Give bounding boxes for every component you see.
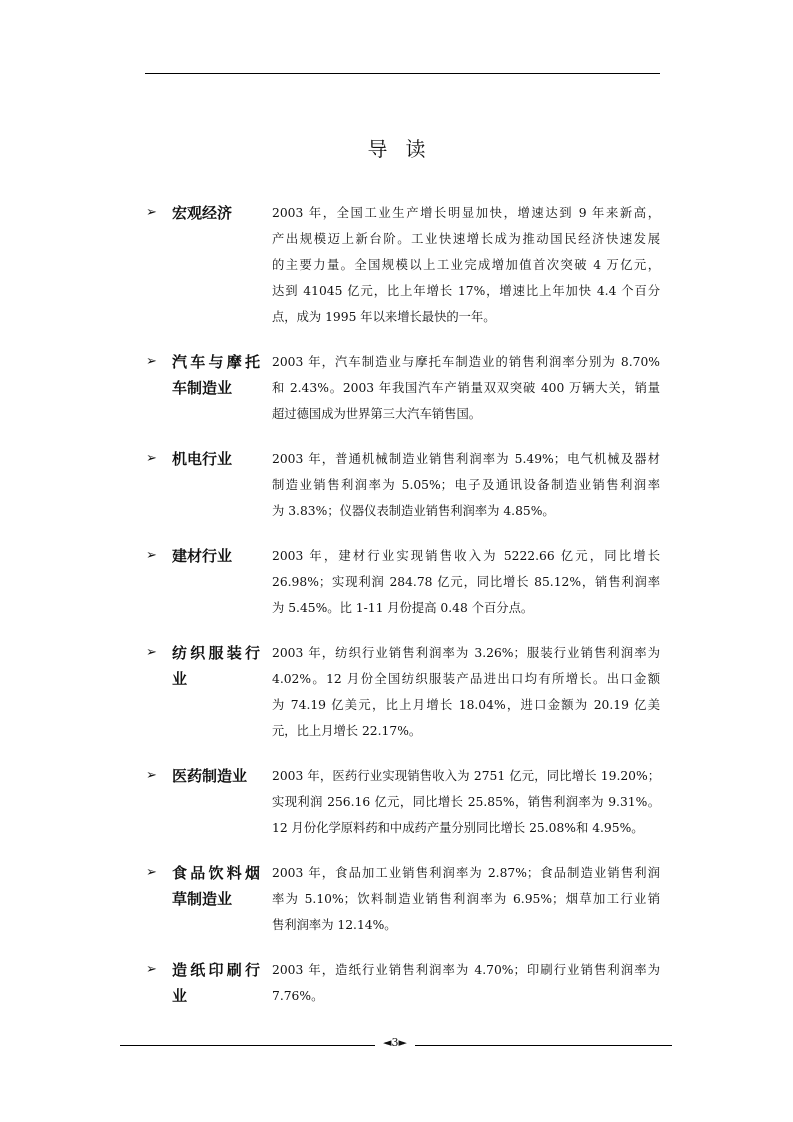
item-body bbox=[272, 349, 660, 427]
item-heading bbox=[172, 446, 272, 524]
item-body bbox=[272, 200, 660, 330]
body-line: 2003 年，纺织行业销售利润率为 3.26%；服装行业销售利润率为 bbox=[272, 646, 660, 660]
body-line: 2003 年，医药行业实现销售收入为 2751 亿元，同比增长 19.20%； bbox=[272, 769, 660, 783]
body-line: 产出规模迈上新台阶。工业快速增长成为推动国民经济快速发展 bbox=[272, 232, 660, 246]
summary-item bbox=[140, 446, 662, 524]
arrow-bullet-icon: ➢ bbox=[146, 451, 157, 466]
summary-item bbox=[140, 543, 662, 621]
item-heading bbox=[172, 957, 272, 1009]
arrow-bullet-icon: ➢ bbox=[146, 962, 157, 977]
summary-item bbox=[140, 349, 662, 427]
body-line: 售利润率为 12.14%。 bbox=[272, 918, 397, 932]
body-line: 2003 年，全国工业生产增长明显加快，增速达到 9 年来新高， bbox=[272, 206, 660, 220]
body-line: 26.98%；实现利润 284.78 亿元，同比增长 85.12%，销售利润率 bbox=[272, 575, 660, 589]
arrow-bullet-icon: ➢ bbox=[146, 768, 157, 783]
summary-item bbox=[140, 957, 662, 1009]
body-line: 的主要力量。全国规模以上工业完成增加值首次突破 4 万亿元， bbox=[272, 258, 660, 272]
arrow-bullet-icon: ➢ bbox=[146, 548, 157, 563]
heading-line: 建材行业 bbox=[172, 547, 233, 565]
body-line: 达到 41045 亿元，比上年增长 17%，增速比上年加快 4.4 个百分 bbox=[272, 284, 660, 298]
summary-item bbox=[140, 860, 662, 938]
body-line: 为 5.45%。比 1-11 月份提高 0.48 个百分点。 bbox=[272, 601, 534, 615]
item-heading bbox=[172, 763, 272, 841]
item-heading bbox=[172, 349, 272, 427]
item-heading bbox=[172, 200, 272, 330]
summary-item bbox=[140, 640, 662, 744]
body-line: 实现利润 256.16 亿元，同比增长 25.85%，销售利润率为 9.31%。 bbox=[272, 795, 660, 809]
body-line: 2003 年，造纸行业销售利润率为 4.70%；印刷行业销售利润率为 bbox=[272, 963, 660, 977]
item-heading bbox=[172, 860, 272, 938]
heading-line: 草制造业 bbox=[172, 890, 233, 908]
page-title: 导读 bbox=[367, 137, 444, 161]
item-body bbox=[272, 543, 660, 621]
item-body bbox=[272, 957, 660, 1009]
heading-line: 造纸印刷行 bbox=[172, 961, 260, 979]
header-rule bbox=[145, 73, 660, 74]
heading-line: 医药制造业 bbox=[172, 767, 248, 785]
body-line: 2003 年，汽车制造业与摩托车制造业的销售利润率分别为 8.70% bbox=[272, 355, 660, 369]
item-body bbox=[272, 763, 660, 841]
body-line: 为 3.83%；仪器仪表制造业销售利润率为 4.85%。 bbox=[272, 504, 555, 518]
heading-line: 宏观经济 bbox=[172, 204, 233, 222]
item-heading bbox=[172, 640, 272, 744]
body-line: 4.02%。12 月份全国纺织服装产品进出口均有所增长。出口金额 bbox=[272, 672, 660, 686]
summary-item bbox=[140, 200, 662, 330]
body-line: 2003 年，建材行业实现销售收入为 5222.66 亿元，同比增长 bbox=[272, 549, 660, 563]
body-line: 7.76%。 bbox=[272, 989, 324, 1003]
footer-rule-left bbox=[120, 1045, 375, 1046]
item-body bbox=[272, 860, 660, 938]
page-number: ◄3► bbox=[383, 1036, 407, 1049]
heading-line: 业 bbox=[172, 987, 188, 1005]
item-body bbox=[272, 446, 660, 524]
heading-line: 纺织服装行 bbox=[172, 644, 260, 662]
body-line: 2003 年，普通机械制造业销售利润率为 5.49%；电气机械及器材 bbox=[272, 452, 660, 466]
arrow-bullet-icon: ➢ bbox=[146, 645, 157, 660]
summary-list bbox=[140, 200, 662, 1028]
heading-line: 业 bbox=[172, 670, 188, 688]
body-line: 超过德国成为世界第三大汽车销售国。 bbox=[272, 407, 482, 421]
body-line: 和 2.43%。2003 年我国汽车产销量双双突破 400 万辆大关，销量 bbox=[272, 381, 660, 395]
body-line: 元，比上月增长 22.17%。 bbox=[272, 724, 422, 738]
body-line: 12 月份化学原料药和中成药产量分别同比增长 25.08%和 4.95%。 bbox=[272, 821, 644, 835]
arrow-bullet-icon: ➢ bbox=[146, 354, 157, 369]
heading-line: 车制造业 bbox=[172, 379, 233, 397]
arrow-bullet-icon: ➢ bbox=[146, 865, 157, 880]
body-line: 制造业销售利润率为 5.05%；电子及通讯设备制造业销售利润率 bbox=[272, 478, 660, 492]
heading-line: 汽车与摩托 bbox=[172, 353, 260, 371]
footer-rule-right bbox=[415, 1045, 672, 1046]
heading-line: 食品饮料烟 bbox=[172, 864, 260, 882]
body-line: 率为 5.10%；饮料制造业销售利润率为 6.95%；烟草加工行业销 bbox=[272, 892, 660, 906]
item-heading bbox=[172, 543, 272, 621]
body-line: 2003 年，食品加工业销售利润率为 2.87%；食品制造业销售利润 bbox=[272, 866, 660, 880]
arrow-bullet-icon: ➢ bbox=[146, 205, 157, 220]
body-line: 点，成为 1995 年以来增长最快的一年。 bbox=[272, 310, 496, 324]
summary-item bbox=[140, 763, 662, 841]
body-line: 为 74.19 亿美元，比上月增长 18.04%，进口金额为 20.19 亿美 bbox=[272, 698, 660, 712]
item-body bbox=[272, 640, 660, 744]
heading-line: 机电行业 bbox=[172, 450, 233, 468]
